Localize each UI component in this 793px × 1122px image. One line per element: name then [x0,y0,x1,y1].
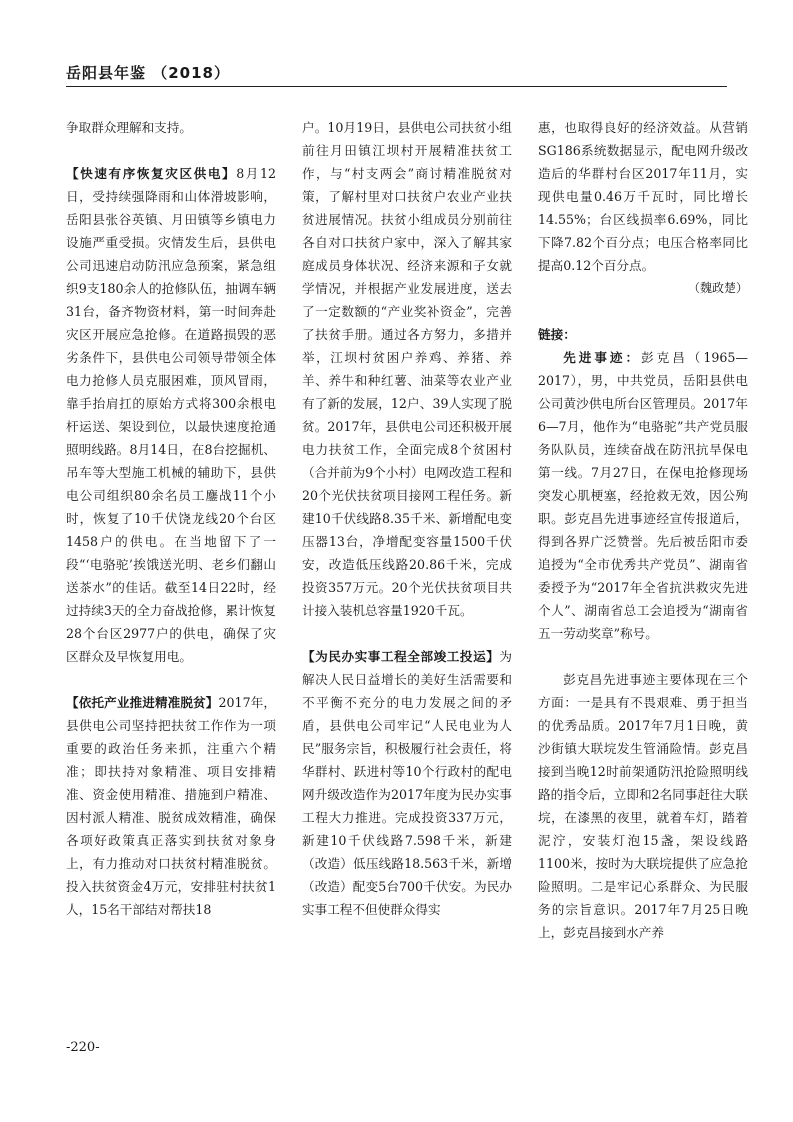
bio-lead: 先进事迹： [563,350,642,365]
link-label: 链接： [538,327,576,342]
section-body: 8月12日，受持续强降雨和山体滑坡影响，岳阳县张谷英镇、月田镇等乡镇电力设施严重受损。灾情发生后，县供电公司迅速启动防汛应急预案，紧急组织9支180余人的抢修队伍，抽调车辆31台，备齐物资材料，第一时间奔赴灾区开展应急抢修。在道路损毁的恶劣条件下，县供电公司领导带领全体电力抢修人员克服困难，顶风冒雨，靠手抬肩扛的原始方式将300余根电杆运送、架设到位，以最快速度抢通照明线路。8月14日，在8台挖掘机、吊车等大型施工机械的辅助下，县供电公司组织80余名员工鏖战11个小时，恢复了10千伏饶龙线20个台区1458户的供电。在当地留下了一段“‘电骆驼’挨饿送光明、老乡们翻山送茶水”的佳话。截至14日22时，经过持续3天的全力奋战抢修，累计恢复28个台区2977户的供电，确保了灾区群众及早恢复用电。 [66,166,276,664]
section-body: 2017年，县供电公司坚持把扶贫工作作为一项重要的政治任务来抓，注重六个精准；即扶持对象精准、项目安排精准、资金使用精准、措施到户精准、因村派人精准、脱贫成效精准，确保各项好政策真正落实到扶贫对象身上，有力推动对口扶贫村精准脱贫。投入扶贫资金4万元，安排驻村扶贫1人，15名干部结对帮扶18 [66,695,277,917]
header-divider [66,86,727,87]
section-title: 【依托产业推进精准脱贫】 [66,695,219,710]
bio-paragraph [538,346,748,645]
section-poverty-relief [66,691,276,921]
bio-body: 彭克昌（1965—2017），男，中共党员，岳阳县供电公司黄沙供电所台区管理员。2017年6—7月，他作为“电骆驼”共产党员服务队队员，连续奋战在防汛抗旱保电第一线。7月27日，在保电抢修现场突发心肌梗塞，经抢救无效，因公殉职。彭克昌先进事迹经宣传报道后，得到各界广泛赞誉。先后被岳阳市委追授为“全市优秀共产党员”、湖南省委授予为“2017年全省抗洪救灾先进个人”、湖南省总工会追授为“湖南省五一劳动奖章”称号。 [538,350,748,641]
spacer [538,300,748,323]
spacer [66,139,276,162]
author-credit: （魏政楚） [687,281,748,295]
section-restore-power [66,162,276,668]
section-title: 【快速有序恢复灾区供电】 [66,166,237,181]
paragraph: 彭克昌先进事迹主要体现在三个方面：一是具有不畏艰难、勇于担当的优秀品质。2017年7月1日晚，黄沙街镇大联垸发生管涌险情。彭克昌接到当晚12时前架通防汛抢险照明线路的指令后，立即和2名同事赶往大联垸，在漆黑的夜里，就着车灯，踏着泥泞，安装灯泡15盏，架设线路1100米，按时为大联垸提供了应急抢险照明。二是牢记心系群众、为民服务的宗旨意识。2017年7月25日晚上，彭克昌接到水产养 [538,672,748,940]
spacer [538,645,748,668]
paragraph: 争取群众理解和支持。 [66,120,192,135]
column-2 [302,116,512,921]
section-body: 为解决人民日益增长的美好生活需要和不平衡不充分的电力发展之间的矛盾，县供电公司牢记“人民电业为人民”服务宗旨，积极履行社会责任，将华群村、跃进村等10个行政村的配电网升级改造作为2017年度为民办实事工程大力推进。完成投资337万元，新建10千伏线路7.598千米，新建（改造）低压线路18.563千米，新增（改造）配变5台700千伏安。为民办实事工程不但使群众得实 [302,649,512,917]
spacer [302,622,512,645]
section-title: 【为民办实事工程全部竣工投运】 [302,649,500,664]
column-1 [66,116,276,921]
column-3 [538,116,748,944]
yearbook-header-title: 岳阳县年鉴 （2018） [66,64,230,82]
spacer [66,668,276,691]
section-public-works [302,645,512,921]
page-number: -220- [66,1040,100,1055]
paragraph: 户。10月19日，县供电公司扶贫小组前往月田镇江坝村开展精准扶贫工作，与“村支两会”商讨精准脱贫对策，了解村里对口扶贫户农业产业扶贫进展情况。扶贫小组成员分别前往各自对口扶贫户家中，深入了解其家庭成员身体状况、经济来源和子女就学情况，并根据产业发展进度，送去了一定数额的“产业奖补资金”，完善了扶贫手册。通过各方努力，多措并举，江坝村贫困户养鸡、养猪、养羊、养牛和种红薯、油菜等农业产业有了新的发展，12户、39人实现了脱贫。2017年，县供电公司还积极开展电力扶贫工作，全面完成8个贫困村（合并前为9个小村）电网改造工程和20个光伏扶贫项目接网工程任务。新建10千伏线路8.35千米、新增配电变压器13台，净增配变容量1500千伏安，改造低压线路20.86千米，完成投资357万元。20个光伏扶贫项目共计接入装机总容量1920千瓦。 [302,120,512,618]
paragraph: 惠，也取得良好的经济效益。从营销SG186系统数据显示，配电网升级改造后的华群村台区2017年11月，实现供电量0.46万千瓦时，同比增长14.55%；台区线损率6.69%，同比下降7.82个百分点；电压合格率同比提高0.12个百分点。 [538,120,748,273]
